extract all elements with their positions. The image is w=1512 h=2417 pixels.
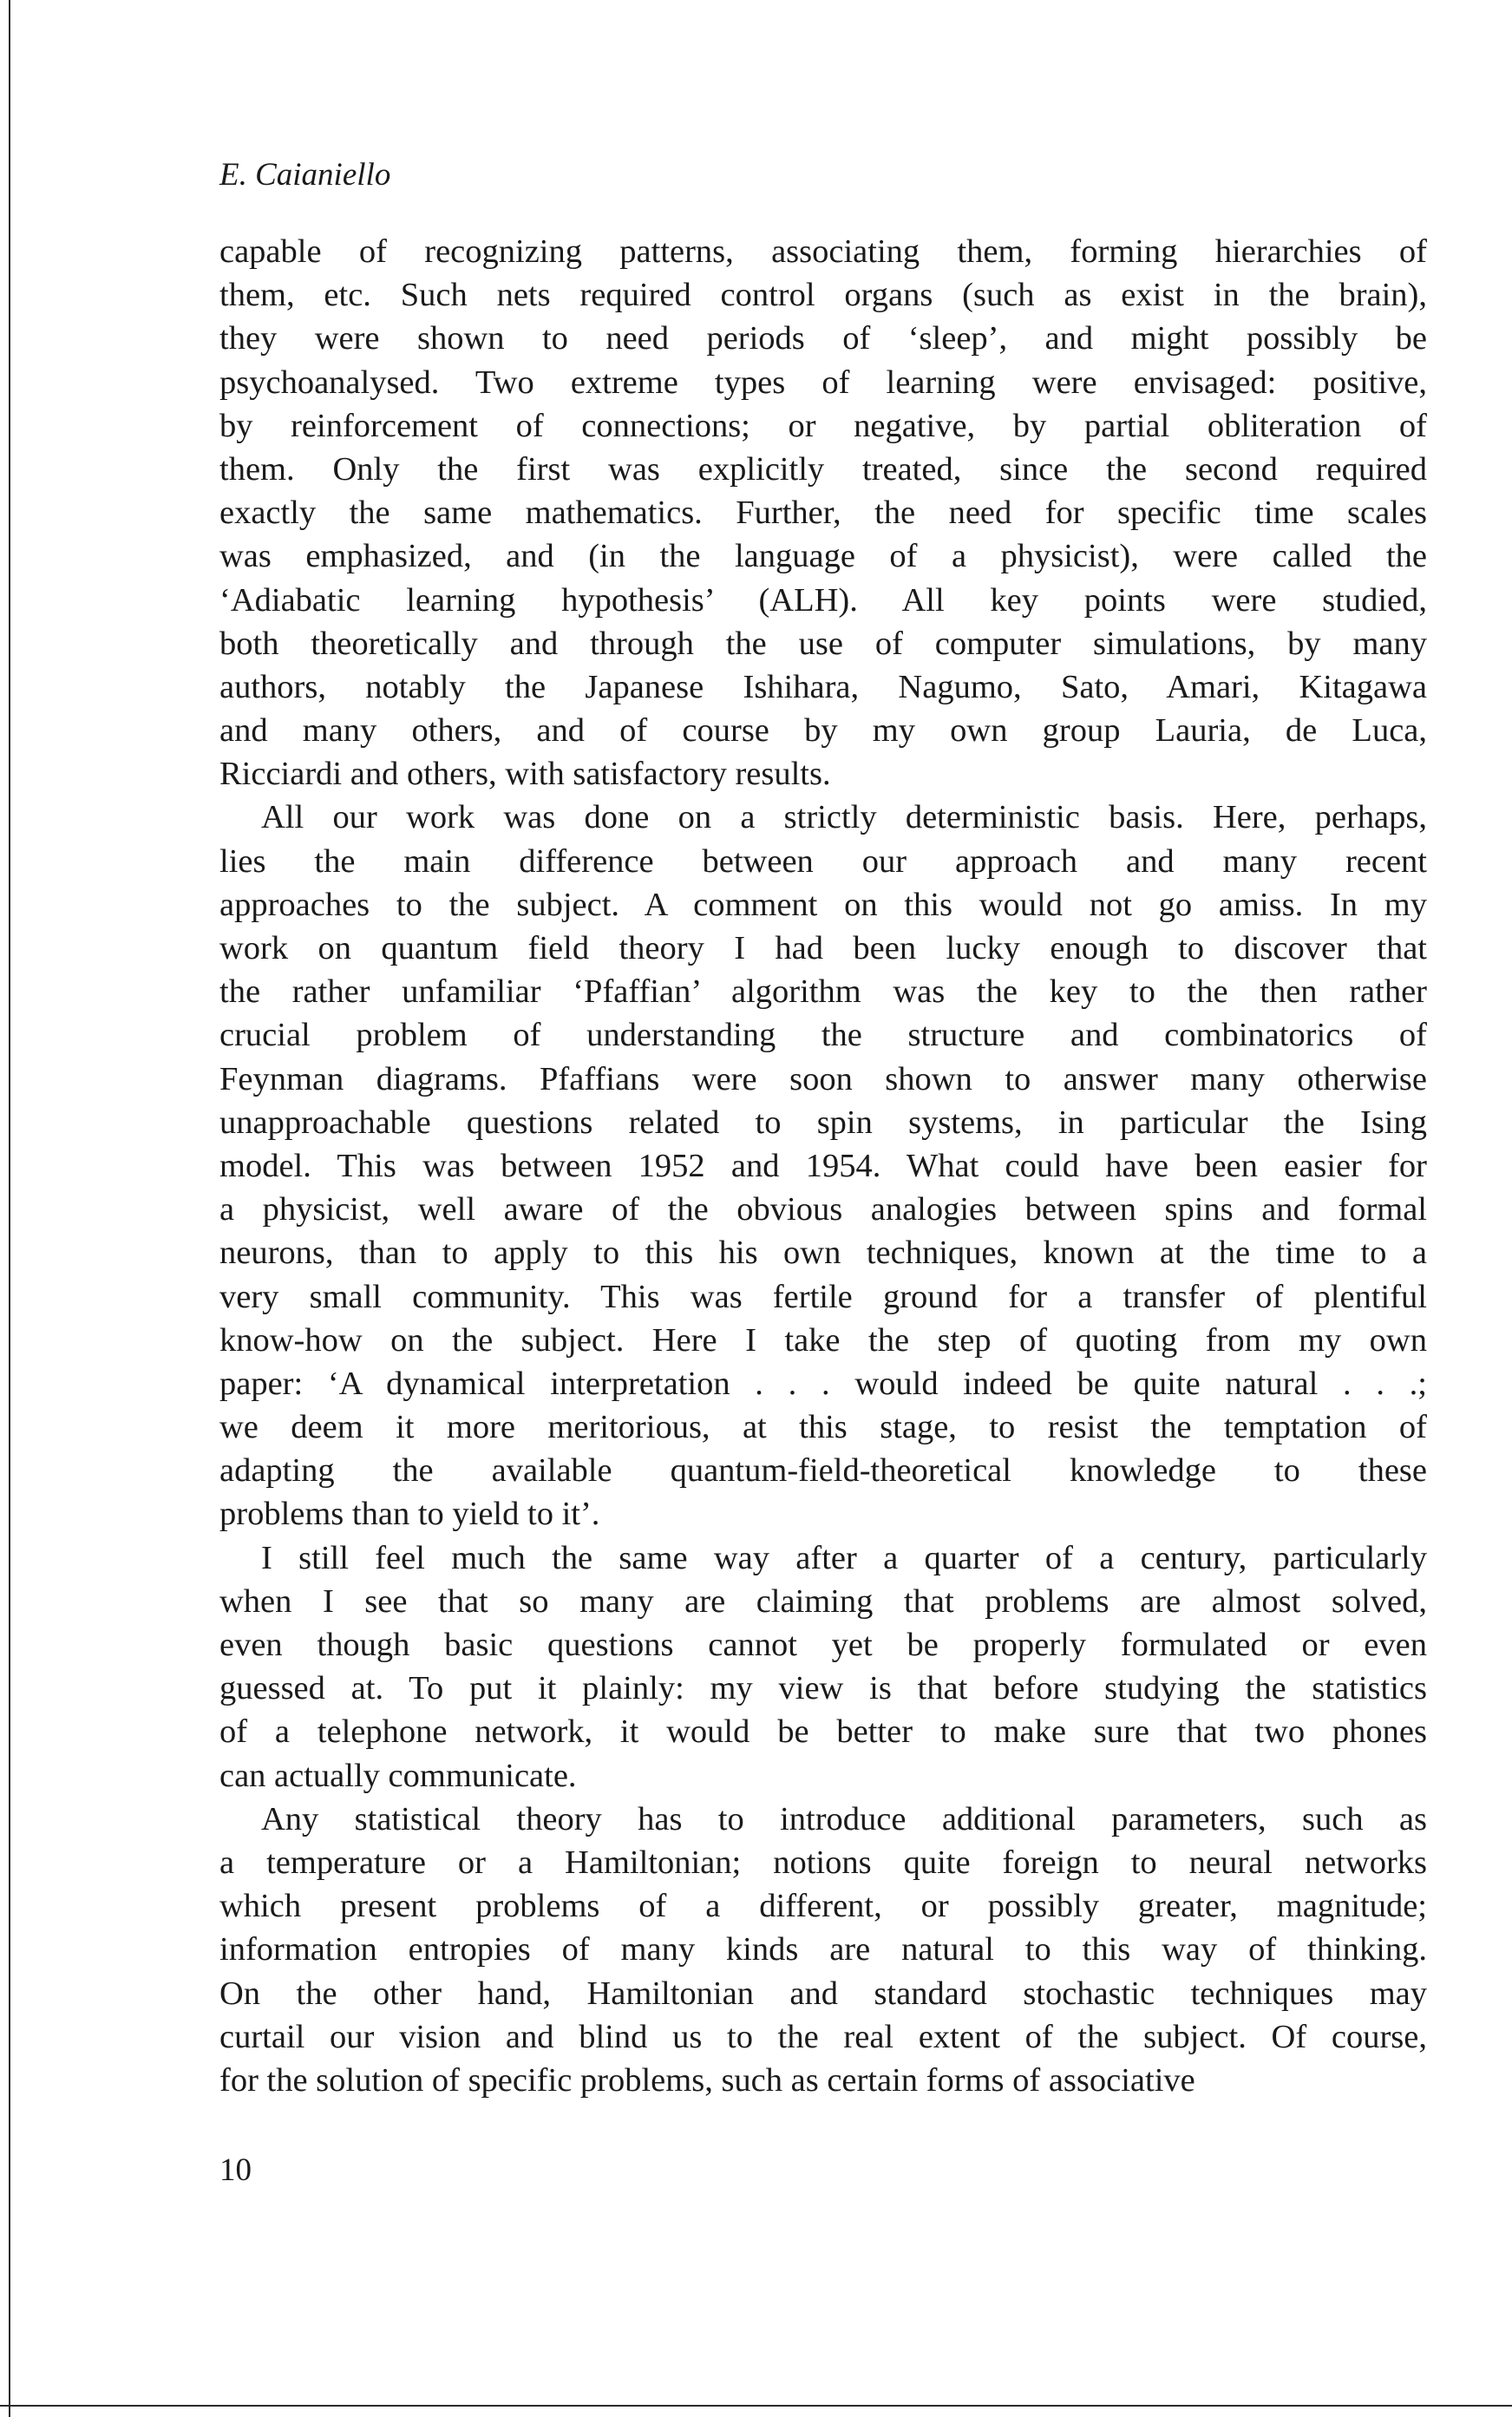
body-text [219, 230, 1427, 2102]
text-line: a temperature or a Hamiltonian; notions quite foreign to neural networks [219, 1844, 1427, 1881]
paragraph [219, 1798, 1427, 2102]
text-line: crucial problem of understanding the structure and combinatorics of [219, 1017, 1427, 1054]
text-line: model. This was between 1952 and 1954. What could have been easier for [219, 1147, 1427, 1184]
text-line: I still feel much the same way after a quarter of a century, particularly [261, 1539, 1427, 1576]
page-edge-bottom [0, 2405, 1512, 2407]
text-line: for the solution of specific problems, such as certain forms of associative [219, 2061, 1195, 2099]
text-line: guessed at. To put it plainly: my view is that before studying the statistics [219, 1670, 1427, 1707]
text-line: very small community. This was fertile ground for a transfer of plentiful [219, 1278, 1427, 1315]
text-line: information entropies of many kinds are natural to this way of thinking. [219, 1931, 1427, 1968]
paragraph [219, 796, 1427, 1536]
text-line: know-how on the subject. Here I take the step of quoting from my own [219, 1321, 1427, 1359]
text-line: approaches to the subject. A comment on this would not go amiss. In my [219, 886, 1427, 923]
text-line: paper: ‘A dynamical interpretation . . . would indeed be quite natural . . .; [219, 1365, 1427, 1402]
text-line: On the other hand, Hamiltonian and standard stochastic techniques may [219, 1975, 1427, 2012]
text-line: problems than to yield to it’. [219, 1496, 600, 1533]
page-edge-left [9, 0, 10, 2417]
text-line: and many others, and of course by my own group Lauria, de Luca, [219, 712, 1427, 750]
text-line: work on quantum field theory I had been lucky enough to discover that [219, 930, 1427, 966]
text-line: we deem it more meritorious, at this stage, to resist the temptation of [219, 1409, 1427, 1446]
text-line: neurons, than to apply to this his own techniques, known at the time to a [219, 1235, 1427, 1272]
text-line: Feynman diagrams. Pfaffians were soon shown to answer many otherwise [219, 1060, 1427, 1097]
text-line: when I see that so many are claiming that problems are almost solved, [219, 1582, 1427, 1620]
text-line: they were shown to need periods of ‘sleep’, and might possibly be [219, 320, 1427, 357]
text-line: authors, notably the Japanese Ishihara, Nagumo, Sato, Amari, Kitagawa [219, 668, 1427, 705]
text-line: them, etc. Such nets required control organs (such as exist in the brain), [219, 277, 1427, 314]
text-line: both theoretically and through the use of computer simulations, by many [219, 625, 1427, 662]
page-number: 10 [219, 2152, 252, 2188]
text-line: was emphasized, and (in the language of a physicist), were called the [219, 538, 1427, 575]
text-line: them. Only the first was explicitly treated, since the second required [219, 450, 1427, 488]
text-line: of a telephone network, it would be better to make sure that two phones [219, 1713, 1427, 1751]
paragraph [219, 230, 1427, 796]
text-line: Ricciardi and others, with satisfactory results. [219, 756, 831, 793]
text-line: curtail our vision and blind us to the real extent of the subject. Of course, [219, 2018, 1427, 2055]
text-line: ‘Adiabatic learning hypothesis’ (ALH). All key points were studied, [219, 581, 1427, 619]
text-line: Any statistical theory has to introduce additional parameters, such as [261, 1800, 1427, 1837]
text-line: psychoanalysed. Two extreme types of learning were envisaged: positive, [219, 364, 1427, 401]
text-line: the rather unfamiliar ‘Pfaffian’ algorithm was the key to the then rather [219, 973, 1427, 1011]
paragraph [219, 1536, 1427, 1798]
text-line: can actually communicate. [219, 1757, 577, 1794]
text-line: by reinforcement of connections; or negative, by partial obliteration of [219, 407, 1427, 444]
text-line: unapproachable questions related to spin systems, in particular the Ising [219, 1104, 1427, 1141]
text-line: exactly the same mathematics. Further, the need for specific time scales [219, 495, 1427, 532]
text-line: lies the main difference between our approach and many recent [219, 842, 1427, 880]
text-line: even though basic questions cannot yet be properly formulated or even [219, 1627, 1427, 1663]
text-line: All our work was done on a strictly deterministic basis. Here, perhaps, [261, 799, 1427, 836]
text-line: which present problems of a different, or possibly greater, magnitude; [219, 1888, 1427, 1925]
running-head: E. Caianiello [219, 157, 391, 193]
text-line: capable of recognizing patterns, associating them, forming hierarchies of [219, 233, 1427, 270]
text-line: adapting the available quantum-field-theoretical knowledge to these [219, 1452, 1427, 1490]
text-line: a physicist, well aware of the obvious analogies between spins and formal [219, 1191, 1427, 1228]
